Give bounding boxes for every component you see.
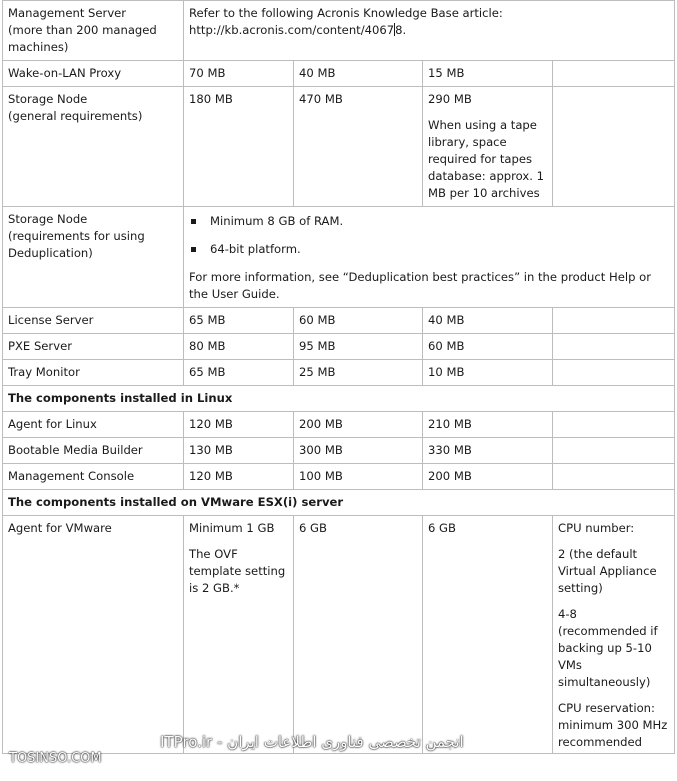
component-cell: Storage Node (general requirements) <box>3 87 184 207</box>
value-cell <box>423 87 553 207</box>
list-item: 64-bit platform. <box>189 241 669 258</box>
table-row <box>3 360 675 386</box>
list-item: Minimum 8 GB of RAM. <box>189 213 669 230</box>
component-cell: Agent for Linux <box>3 412 184 438</box>
value-cell: 210 MB <box>423 412 553 438</box>
tape-note: When using a tape library, space required for tapes database: approx. 1 MB per 10 archives <box>428 118 545 200</box>
table-row <box>3 308 675 334</box>
value-cell: 300 MB <box>294 438 423 464</box>
cpu-text: 2 (the default Virtual Appliance setting) <box>558 547 657 595</box>
value-cell <box>553 516 675 754</box>
value-cell <box>553 438 675 464</box>
section-header-row <box>3 386 675 412</box>
dedup-cell <box>184 207 675 308</box>
section-title-linux: The components installed in Linux <box>3 386 675 412</box>
component-cell: PXE Server <box>3 334 184 360</box>
value-cell <box>553 412 675 438</box>
value-cell: 95 MB <box>294 334 423 360</box>
table-row <box>3 207 675 308</box>
dedup-bullets <box>189 213 669 258</box>
value-cell <box>553 61 675 87</box>
table-row <box>3 87 675 207</box>
value-cell <box>553 87 675 207</box>
value-cell: 60 MB <box>423 334 553 360</box>
watermark-right: ITPro.ir - انجمن تخصصی فناوری اطلاعات ایران <box>160 733 464 751</box>
value-cell: 470 MB <box>294 87 423 207</box>
value-cell: 120 MB <box>184 412 294 438</box>
value-cell: 330 MB <box>423 438 553 464</box>
value-cell: 40 MB <box>294 61 423 87</box>
value-cell: 65 MB <box>184 308 294 334</box>
more-info-text: For more information, see “Deduplication best practices” in the product Help or the User Guide. <box>189 270 651 301</box>
value-cell: 180 MB <box>184 87 294 207</box>
section-title-esx: The components installed on VMware ESX(i) server <box>3 490 675 516</box>
table-row <box>3 412 675 438</box>
value-cell: 40 MB <box>423 308 553 334</box>
value-cell: 10 MB <box>423 360 553 386</box>
value-cell: 6 GB <box>423 516 553 754</box>
value-cell: 100 MB <box>294 464 423 490</box>
value-cell: 200 MB <box>294 412 423 438</box>
value-cell: 65 MB <box>184 360 294 386</box>
value-text: 290 MB <box>428 92 472 106</box>
watermark-left: TOSINSO.COM <box>9 751 102 766</box>
value-cell: 200 MB <box>423 464 553 490</box>
component-cell: Storage Node (requirements for using Deduplication) <box>3 207 184 308</box>
value-cell <box>553 334 675 360</box>
table-row <box>3 438 675 464</box>
value-cell: 80 MB <box>184 334 294 360</box>
value-text: Minimum 1 GB <box>189 521 275 535</box>
cpu-text: CPU number: <box>558 521 635 535</box>
component-cell: Bootable Media Builder <box>3 438 184 464</box>
component-cell: License Server <box>3 308 184 334</box>
section-header-row <box>3 490 675 516</box>
value-cell: 60 MB <box>294 308 423 334</box>
value-cell: 15 MB <box>423 61 553 87</box>
component-cell: Agent for VMware <box>3 516 184 754</box>
table-row <box>3 516 675 754</box>
value-cell: 6 GB <box>294 516 423 754</box>
table-row <box>3 1 675 61</box>
table-row <box>3 61 675 87</box>
requirements-table <box>2 0 675 754</box>
table-row <box>3 334 675 360</box>
value-cell: 25 MB <box>294 360 423 386</box>
value-cell: 130 MB <box>184 438 294 464</box>
value-cell <box>553 464 675 490</box>
kb-link[interactable]: http://kb.acronis.com/content/40678. <box>189 23 407 37</box>
note-cell <box>184 1 675 61</box>
component-cell: Management Console <box>3 464 184 490</box>
value-cell <box>184 516 294 754</box>
value-cell <box>553 308 675 334</box>
value-cell: 120 MB <box>184 464 294 490</box>
value-cell <box>553 360 675 386</box>
component-cell: Management Server (more than 200 managed machines) <box>3 1 184 61</box>
table-row <box>3 464 675 490</box>
cpu-text: 4-8 (recommended if backing up 5-10 VMs simultaneously) <box>558 607 658 689</box>
ovf-note: The OVF template setting is 2 GB.* <box>189 547 286 595</box>
kb-note: Refer to the following Acronis Knowledge Base article: <box>189 6 503 20</box>
value-cell: 70 MB <box>184 61 294 87</box>
component-cell: Tray Monitor <box>3 360 184 386</box>
component-cell: Wake-on-LAN Proxy <box>3 61 184 87</box>
cpu-text: CPU reservation: minimum 300 MHz recommended <box>558 701 668 749</box>
